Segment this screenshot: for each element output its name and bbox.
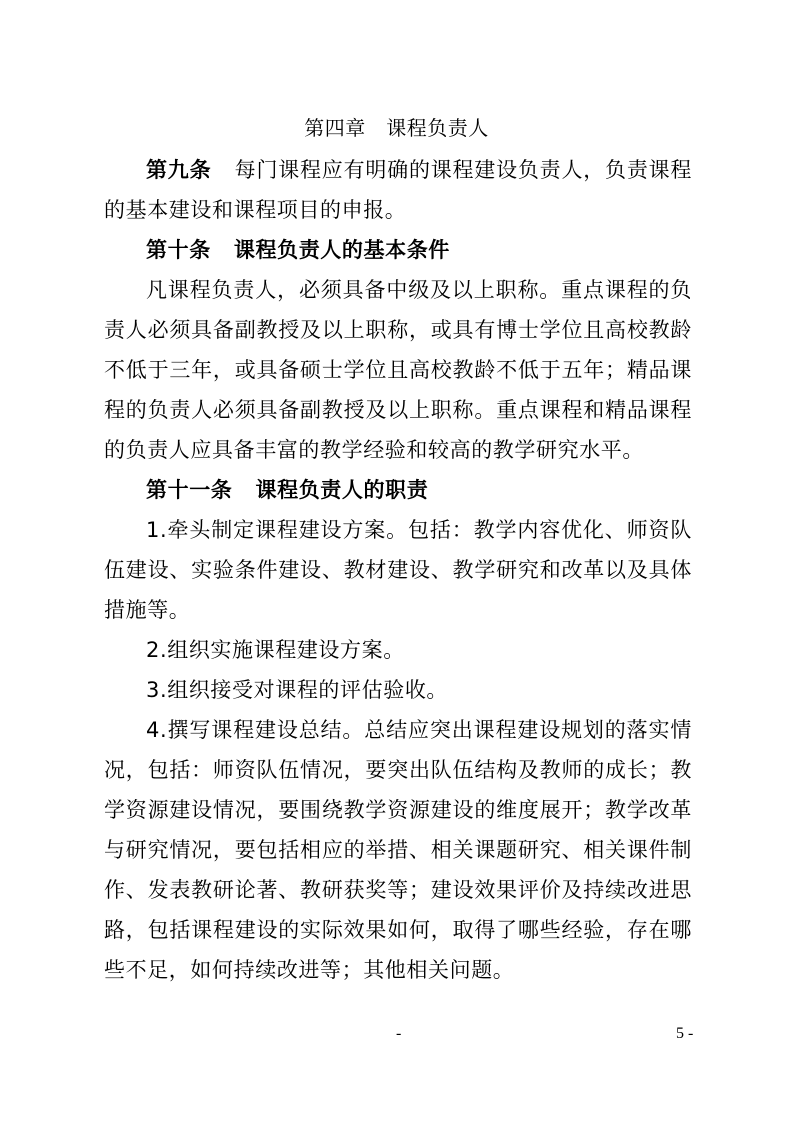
article-11-heading [104,470,692,510]
article-10-heading [104,230,692,270]
page-number: 5 - [676,1025,694,1042]
duty-item-2: 2.组织实施课程建设方案。 [146,638,405,662]
chapter-title: 第四章 课程负责人 [304,116,489,140]
duty-item-4: 4.撰写课程建设总结。总结应突出课程建设规划的落实情况，包括：师资队伍情况，要突出队伍结构及教师的成长；教学资源建设情况，要围绕教学资源建设的维度展开；教学改革与研究情况，要包括相应的举措、相关课题研究、相关课件制作、发表教研论著、教研获奖等；建设效果评价及持续改进思路，包括课程建设的实际效果如何，取得了哪些经验，存在哪些不足，如何持续改进等；其他相关问题。 [104,718,692,982]
duty-item-3: 3.组织接受对课程的评估验收。 [146,678,449,702]
article-9-paragraph [104,150,692,230]
footer-dash: - [396,1025,402,1042]
article-11-label: 第十一条 [146,478,233,502]
document-body [104,150,692,990]
article-9-text: 每门课程应有明确的课程建设负责人，负责课程的基本建设和课程项目的申报。 [104,158,692,222]
article-11-title: 课程负责人的职责 [255,478,429,502]
article-10-label: 第十条 [146,238,211,262]
article-9-label: 第九条 [146,158,212,182]
article-10-title: 课程负责人的基本条件 [233,238,450,262]
duty-item-1: 1.牵头制定课程建设方案。包括：教学内容优化、师资队伍建设、实验条件建设、教材建设、教学研究和改革以及具体措施等。 [104,518,692,622]
article-10-body: 凡课程负责人，必须具备中级及以上职称。重点课程的负责人必须具备副教授及以上职称，或具有博士学位且高校教龄不低于三年，或具备硕士学位且高校教龄不低于五年；精品课程的负责人必须具备副教授及以上职称。重点课程和精品课程的负责人应具备丰富的教学经验和较高的教学研究水平。 [104,278,692,462]
